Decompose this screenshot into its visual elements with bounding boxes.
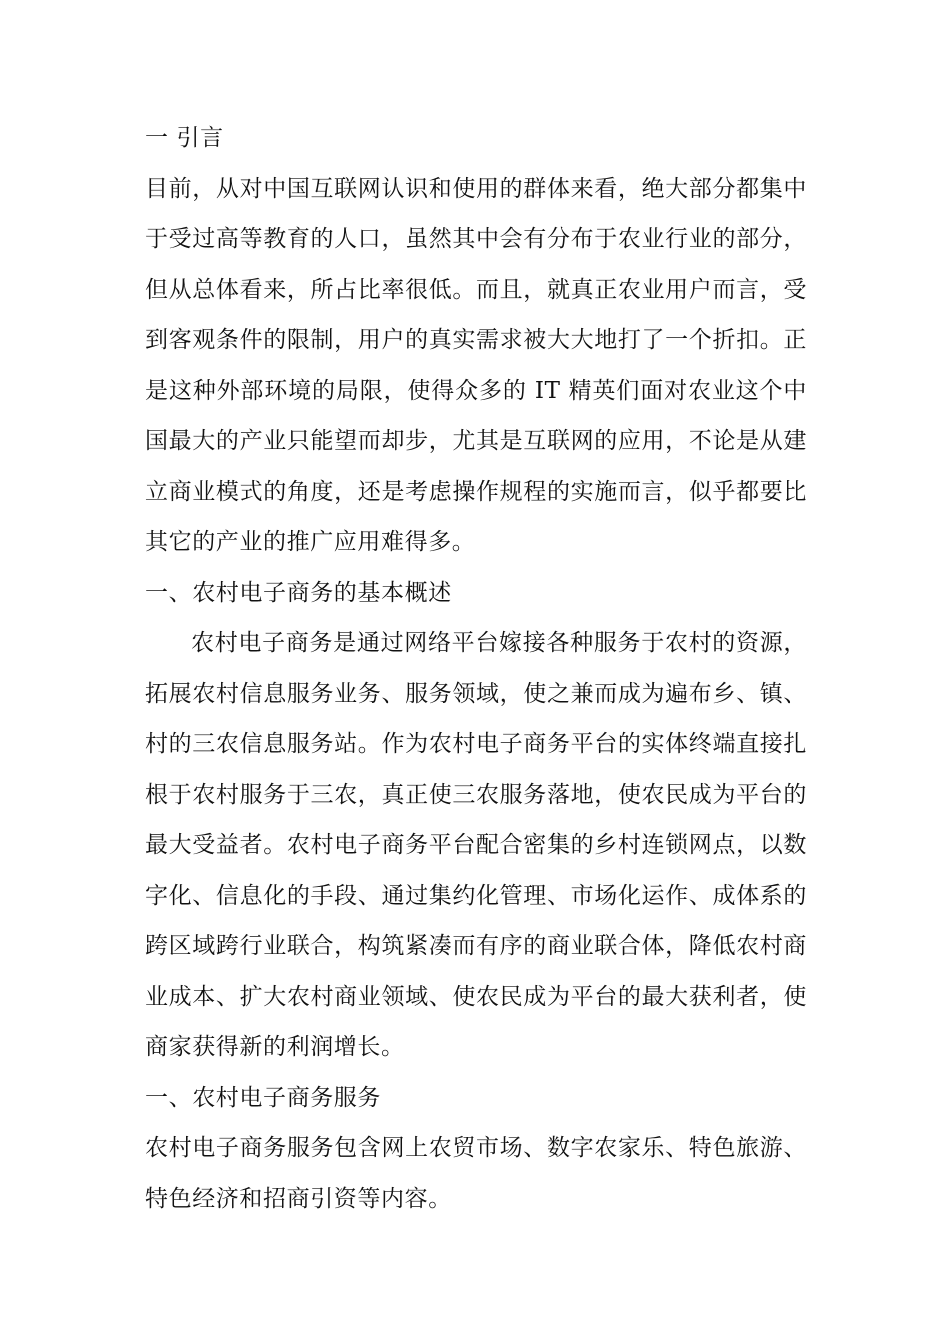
section-heading-services: 一、农村电子商务服务 [145,1084,381,1111]
document-body [145,113,807,1224]
paragraph-services: 农村电子商务服务包含网上农贸市场、数字农家乐、特色旅游、特色经济和招商引资等内容。 [145,1135,807,1212]
section-heading-overview: 一、农村电子商务的基本概述 [145,579,452,606]
section-heading-intro: 一 引言 [145,125,224,151]
paragraph-overview: 农村电子商务是通过网络平台嫁接各种服务于农村的资源，拓展农村信息服务业务、服务领域，使之兼而成为遍布乡、镇、村的三农信息服务站。作为农村电子商务平台的实体终端直接扎根于农村服务于三农，真正使三农服务落地，使农民成为平台的最大受益者。农村电子商务平台配合密集的乡村连锁网点，以数字化、信息化的手段、通过集约化管理、市场化运作、成体系的跨区域跨行业联合，构筑紧凑而有序的商业联合体，降低农村商业成本、扩大农村商业领域、使农民成为平台的最大获利者，使商家获得新的利润增长。 [145,630,807,1060]
paragraph-intro: 目前，从对中国互联网认识和使用的群体来看，绝大部分都集中于受过高等教育的人口，虽然其中会有分布于农业行业的部分，但从总体看来，所占比率很低。而且，就真正农业用户而言，受 到客观条件的限制，用户的真实需求被大大地打了一个折扣。正是这种外部环境的局限，使得众多的 IT 精英们面对农业这个中国最大的产业只能望而却步，尤其是互联网的应用，不论是从建立商业模式的角度，还是考虑操作规程的实施而言，似乎都要比其它的产业的推广应用难得多。 [145,175,807,555]
